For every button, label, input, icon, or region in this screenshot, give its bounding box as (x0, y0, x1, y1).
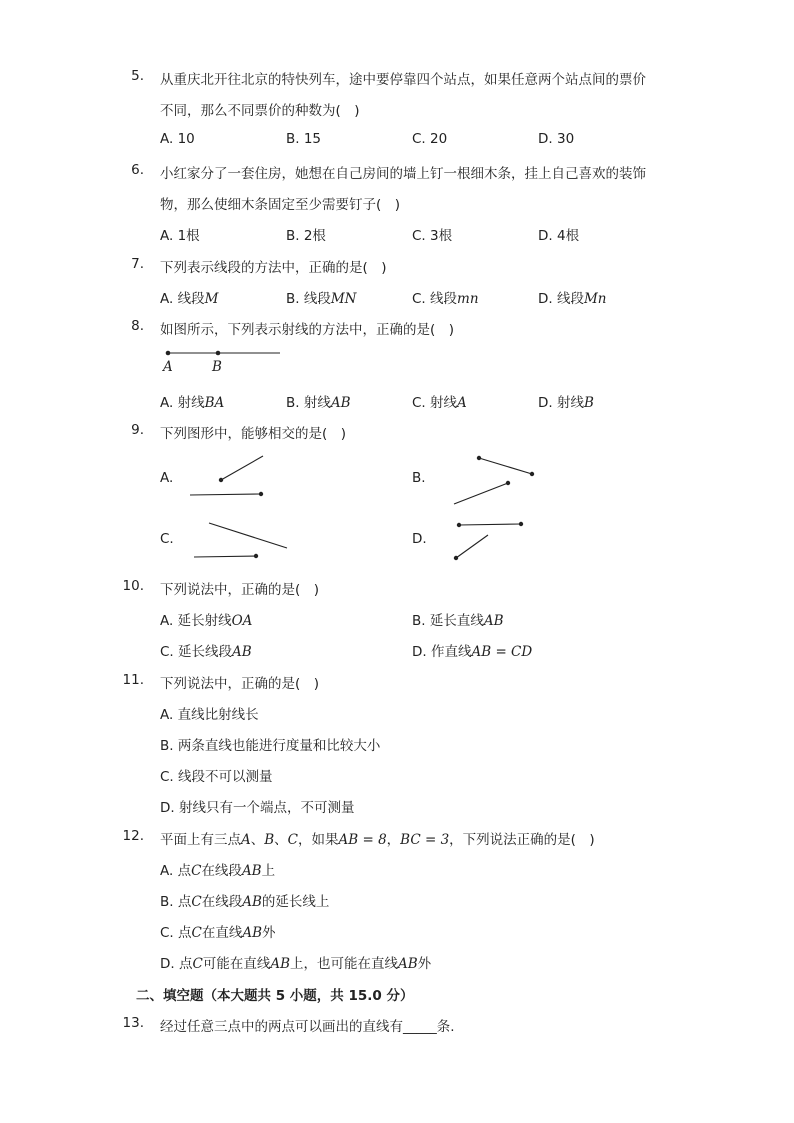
question-stem: 下列说法中，正确的是( ) (160, 582, 320, 598)
option-a: A. 射线BA (160, 395, 225, 411)
option-b: B. 线段MN (286, 291, 357, 307)
section-heading: 二、填空题（本大题共 5 小题，共 15.0 分） (136, 988, 414, 1004)
option-a: A. 10 (160, 131, 195, 147)
option-d: D. 线段Mn (538, 291, 607, 307)
straight-line (209, 523, 287, 548)
option-c: C. 20 (412, 131, 448, 147)
option-c: C. 线段不可以测量 (160, 769, 273, 785)
question-stem-line: 从重庆北开往北京的特快列车，途中要停靠四个站点，如果任意两个站点间的票价 (160, 72, 646, 88)
question-number: 12. (122, 828, 144, 844)
option-d: D. 射线B (538, 395, 594, 411)
question-number: 5. (131, 68, 144, 84)
question-number: 8. (131, 318, 144, 334)
option-b: B. 射线AB (286, 395, 351, 411)
option-a: A. 直线比射线长 (160, 707, 259, 723)
answer-blank[interactable]: _____ (403, 1019, 437, 1035)
endpoint-dot (454, 556, 458, 560)
question-stem: 如图所示，下列表示射线的方法中，正确的是( ) (160, 322, 455, 338)
option-c: C. (160, 531, 174, 547)
option-a: A. 1根 (160, 228, 200, 244)
option-c: C. 线段mn (412, 291, 479, 307)
option-c: C. 点C在直线AB外 (160, 925, 276, 941)
option-a: A. (160, 470, 174, 486)
ray-line (456, 535, 488, 558)
question-stem-line: 不同，那么不同票价的种数为( ) (160, 103, 360, 119)
option-a: A. 点C在线段AB上 (160, 863, 276, 879)
question-stem: 下列说法中，正确的是( ) (160, 676, 320, 692)
ray-line (194, 556, 256, 557)
endpoint-dot (519, 522, 523, 526)
endpoint-dot (254, 554, 258, 558)
point-label-b: B (212, 359, 222, 375)
endpoint-dot (477, 456, 481, 460)
endpoint-dot (457, 523, 461, 527)
option-d: D. 作直线AB = CD (412, 644, 533, 660)
question-stem: 经过任意三点中的两点可以画出的直线有_____条. (160, 1019, 455, 1035)
option-d: D. 射线只有一个端点，不可测量 (160, 800, 355, 816)
option-c: C. 射线A (412, 395, 467, 411)
question-number: 7. (131, 256, 144, 272)
option-c: C. 延长线段AB (160, 644, 252, 660)
option-c: C. 3根 (412, 228, 453, 244)
option-b: B. 点C在线段AB的延长线上 (160, 894, 330, 910)
option-b: B. 2根 (286, 228, 326, 244)
question-number: 13. (122, 1015, 144, 1031)
question-number: 9. (131, 422, 144, 438)
option-a: A. 线段M (160, 291, 219, 307)
question-stem: 下列表示线段的方法中，正确的是( ) (160, 260, 387, 276)
question-stem: 平面上有三点A、B、C，如果AB = 8，BC = 3，下列说法正确的是( ) (160, 832, 595, 848)
question-stem: 下列图形中，能够相交的是( ) (160, 426, 347, 442)
option-d: D. (412, 531, 427, 547)
segment-line (190, 494, 261, 495)
option-b: B. 延长直线AB (412, 613, 504, 629)
option-b: B. 15 (286, 131, 322, 147)
point-label-a: A (163, 359, 173, 375)
endpoint-dot (259, 492, 263, 496)
endpoint-dot (219, 478, 223, 482)
ray-line (221, 456, 263, 480)
question-number: 6. (131, 162, 144, 178)
question-number: 10. (122, 578, 144, 594)
endpoint-dot (506, 481, 510, 485)
question-stem-line: 小红家分了一套住房，她想在自己房间的墙上钉一根细木条，挂上自己喜欢的装饰 (160, 166, 646, 182)
option-d: D. 点C可能在直线AB上，也可能在直线AB外 (160, 956, 432, 972)
question-stem-line: 物，那么使细木条固定至少需要钉子( ) (160, 197, 401, 213)
option-d: D. 4根 (538, 228, 580, 244)
option-b: B. (412, 470, 426, 486)
question-number: 11. (122, 672, 144, 688)
segment-line (479, 458, 532, 474)
ray-line (454, 483, 508, 504)
option-b: B. 两条直线也能进行度量和比较大小 (160, 738, 381, 754)
endpoint-dot (530, 472, 534, 476)
option-a: A. 延长射线OA (160, 613, 253, 629)
segment-line (459, 524, 521, 525)
option-d: D. 30 (538, 131, 575, 147)
